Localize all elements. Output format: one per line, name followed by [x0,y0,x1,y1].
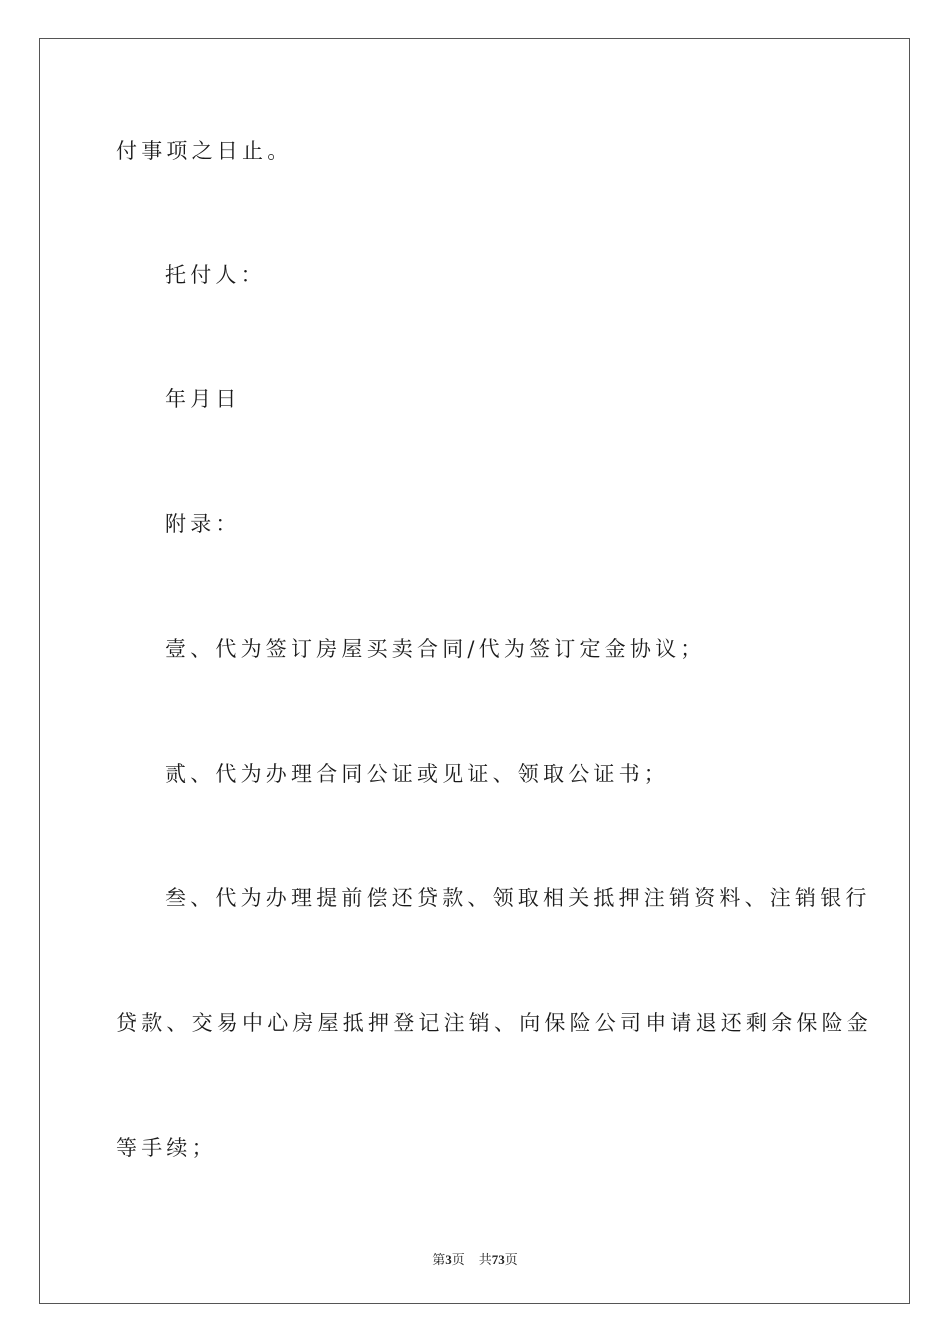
total-prefix: 共 [478,1252,492,1267]
total-suffix: 页 [504,1252,518,1267]
total-pages: 73 [491,1252,505,1267]
text-line-7: 叁、代为办理提前偿还贷款、领取相关抵押注销资料、注销银行 [165,886,871,910]
text-line-1: 付事项之日止。 [116,139,293,163]
text-line-6: 贰、代为办理合同公证或见证、领取公证书； [165,762,669,786]
text-line-8: 贷款、交易中心房屋抵押登记注销、向保险公司申请退还剩余保险金 [116,1011,872,1035]
text-line-4: 附录： [165,512,241,536]
text-line-9: 等手续； [116,1136,217,1160]
text-line-3: 年月日 [165,387,241,411]
page-suffix: 页 [451,1252,465,1267]
page-footer [0,1249,950,1268]
page-prefix: 第 [432,1252,446,1267]
page-border [39,38,910,1304]
page-number: 3 [445,1252,452,1267]
text-line-5: 壹、代为签订房屋买卖合同/代为签订定金协议； [165,637,706,661]
text-line-2: 托付人： [165,263,266,287]
